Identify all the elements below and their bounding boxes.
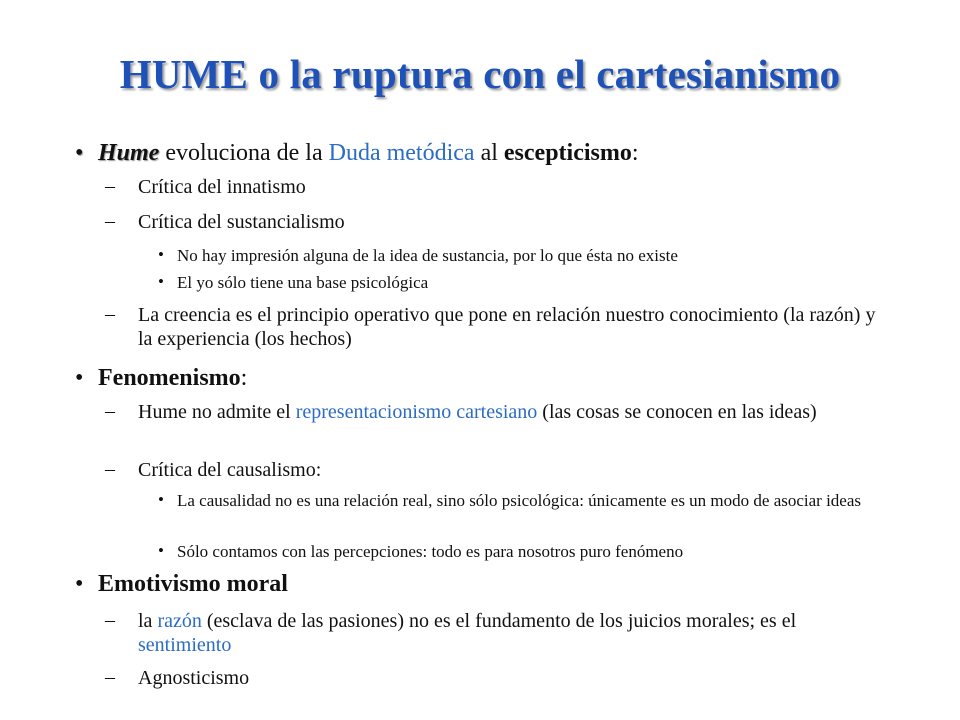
bullet-fenomenismo-text bbox=[98, 365, 247, 392]
bullet-glyph: • bbox=[158, 541, 164, 560]
dash-glyph: – bbox=[105, 210, 115, 232]
bullet-glyph: • bbox=[75, 571, 84, 597]
bullet-glyph: • bbox=[158, 272, 164, 291]
item-agnosticismo-text: Agnosticismo bbox=[138, 667, 250, 689]
dash-glyph: – bbox=[105, 458, 115, 480]
bullet-hume-text bbox=[98, 140, 639, 167]
dash-glyph: – bbox=[105, 303, 115, 325]
razon-link: razón bbox=[157, 610, 202, 632]
subitem-yo-text: El yo sólo tiene una base psicológica bbox=[177, 273, 429, 292]
bullet-glyph: • bbox=[75, 365, 84, 391]
item-representacionismo-text bbox=[138, 400, 878, 424]
subitem-sustancia-text: No hay impresión alguna de la idea de sustancia, por lo que ésta no existe bbox=[177, 246, 678, 265]
dash-glyph: – bbox=[105, 175, 115, 197]
admite-text-a: Hume no admite el bbox=[138, 401, 296, 423]
slide-title: HUME o la ruptura con el cartesianismo bbox=[119, 51, 841, 97]
subitem-causalidad-text: La causalidad no es una relación real, sino sólo psicológica: únicamente es un modo de asociar ideas bbox=[177, 491, 862, 510]
dash-glyph: – bbox=[105, 666, 115, 688]
subitem-percepciones-text: Sólo contamos con las percepciones: todo es para nosotros puro fenómeno bbox=[177, 542, 684, 561]
razon-text-b: (esclava de las pasiones) no es el fundamento de los juicios morales; es el bbox=[201, 610, 797, 632]
emotivismo-heading: Emotivismo moral bbox=[98, 571, 288, 597]
representacionismo-link: representacionismo cartesiano bbox=[295, 401, 538, 423]
intro-text-2: al bbox=[474, 140, 504, 166]
fenomenismo-colon: : bbox=[240, 365, 248, 391]
hume-label: Hume bbox=[98, 140, 160, 166]
bullet-glyph: • bbox=[158, 245, 164, 264]
escepticismo-label: escepticismo bbox=[503, 140, 632, 166]
fenomenismo-heading: Fenomenismo bbox=[98, 365, 241, 391]
dash-glyph: – bbox=[105, 609, 115, 631]
intro-colon: : bbox=[631, 140, 639, 166]
item-innatismo-text: Crítica del innatismo bbox=[138, 176, 306, 198]
razon-text-a: la bbox=[138, 610, 158, 632]
dash-glyph: – bbox=[105, 400, 115, 422]
duda-metodica-link: Duda metódica bbox=[328, 140, 475, 166]
intro-text-1: evoluciona de la bbox=[159, 140, 329, 166]
item-creencia-text: La creencia es el principio operativo que pone en relación nuestro conocimiento (la razón) y la experiencia (los hechos) bbox=[138, 304, 876, 350]
item-causalismo-text: Crítica del causalismo: bbox=[138, 459, 322, 481]
sentimiento-link: sentimiento bbox=[138, 634, 232, 656]
item-sustancialismo-text: Crítica del sustancialismo bbox=[138, 211, 345, 233]
bullet-glyph: • bbox=[75, 140, 84, 166]
item-razon-text bbox=[138, 609, 878, 657]
admite-text-b: (las cosas se conocen en las ideas) bbox=[537, 401, 817, 423]
bullet-glyph: • bbox=[158, 490, 164, 509]
